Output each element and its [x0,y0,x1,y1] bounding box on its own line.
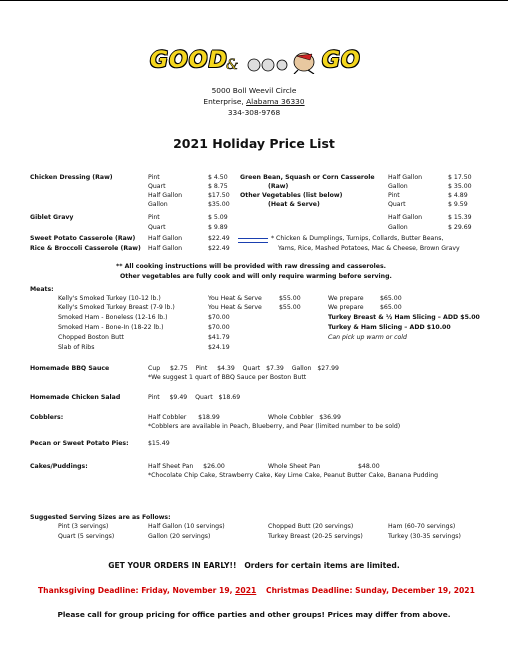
size: Gallon [388,224,408,231]
meat-item: Kelly's Smoked Turkey Breast (7-9 lb.) [58,304,175,311]
serving-size: Chopped Butt (20 servings) [268,523,354,530]
meat-price: $24.19 [208,344,230,351]
casserole-line4: (Heat & Serve) [268,201,320,208]
logo-text-right: GO [322,48,361,73]
meat-price: $70.00 [208,324,230,331]
cooking-note1: ** All cooking instructions will be provided with raw dressing and casseroles. [116,263,386,270]
casserole-line3: Other Vegetables (list below) [240,192,343,199]
price: $22.49 [208,245,230,252]
pies-label: Pecan or Sweet Potato Pies: [30,440,129,447]
serving-size: Turkey (30-35 servings) [388,533,461,540]
size: Quart [148,224,166,231]
meat-item: Smoked Ham - Boneless (12-16 lb.) [58,314,168,321]
top-border [0,0,508,1]
thanksgiving-deadline-text: Thanksgiving Deadline: Friday, November 19, [38,586,236,595]
order-early-note: GET YOUR ORDERS IN EARLY!! Orders for certain items are limited. [108,561,400,570]
size: Half Gallon [388,214,423,221]
size: Quart [148,183,166,190]
thanksgiving-deadline [38,586,256,595]
serving-size: Half Gallon (10 servings) [148,523,225,530]
cakes-note: *Chocolate Chip Cake, Strawberry Cake, Key Lime Cake, Peanut Butter Cake, Banana Pudding [148,472,439,479]
size: Quart [388,201,406,208]
size: Pint [388,192,400,199]
sweet-potato-label: Sweet Potato Casserole (Raw) [30,235,136,242]
cobblers-note: *Cobblers are available in Peach, Blueberry, and Pear (limited number to be sold) [148,423,401,430]
cakes-half: Half Sheet Pan $26.00 [148,463,225,470]
address-city-text: Enterprise, [203,97,247,106]
size: Gallon [388,183,408,190]
meat-item: Smoked Ham - Bone-In (18-22 lb.) [58,324,164,331]
serving-size: Pint (3 servings) [58,523,109,530]
meat-prepare: We prepare [328,295,364,302]
size: Pint [148,214,160,221]
meats-label: Meats: [30,286,54,293]
bbq-sauce-prices: Cup $2.75 Pint $4.39 Quart $7.39 Gallon $27.99 [148,365,339,372]
logo-mascot-icon [224,50,328,74]
meat-price: $41.79 [208,334,230,341]
meat-prepare-price: $65.00 [380,295,402,302]
giblet-gravy-label: Giblet Gravy [30,214,74,221]
cakes-label: Cakes/Puddings: [30,463,88,470]
logo [150,48,362,74]
bbq-sauce-label: Homemade BBQ Sauce [30,365,110,372]
meat-prepare: We prepare [328,304,364,311]
phone: 334-308-9768 [227,108,281,117]
price: $ 9.89 [208,224,228,231]
size: Half Gallon [388,174,423,181]
price: $ 4.89 [448,192,468,199]
price: $ 4.50 [208,174,228,181]
meat-price: $70.00 [208,314,230,321]
logo-text-left: GOOD [150,48,228,73]
address-line1: 5000 Boll Weevil Circle [211,86,297,95]
pickup-note: Can pick up warm or cold [328,334,407,341]
bbq-sauce-note: *We suggest 1 quart of BBQ Sauce per Boston Butt [148,374,307,381]
slicing-note1: Turkey Breast & ½ Ham Slicing – ADD $5.00 [328,314,480,321]
rice-broccoli-label: Rice & Broccoli Casserole (Raw) [30,245,141,252]
address-state-zip: Alabama 36330 [246,97,305,106]
size: Half Gallon [148,245,183,252]
serving-size: Quart (5 servings) [58,533,115,540]
serving-size: Ham (60-70 servings) [388,523,456,530]
price: $ 35.00 [448,183,472,190]
cakes-whole-price: $48.00 [358,463,380,470]
price: $ 9.59 [448,201,468,208]
size: Gallon [148,201,168,208]
meat-item: Chopped Boston Butt [58,334,124,341]
page-title: 2021 Holiday Price List [173,136,335,151]
cobblers-label: Cobblers: [30,414,64,421]
meat-heat: You Heat & Serve [208,304,262,311]
slicing-note2: Turkey & Ham Slicing – ADD $10.00 [328,324,451,331]
meat-heat-price: $55.00 [279,304,301,311]
cobbler-half: Half Cobbler $18.99 [148,414,220,421]
cooking-note2: Other vegetables are fully cook and will only require warming before serving. [120,273,392,280]
price: $22.49 [208,235,230,242]
price: $ 29.69 [448,224,472,231]
connector-line [238,238,268,243]
meat-heat: You Heat & Serve [208,295,262,302]
meat-item: Kelly's Smoked Turkey (10-12 lb.) [58,295,161,302]
price: $ 17.50 [448,174,472,181]
vegetables-note2: Yams, Rice, Mashed Potatoes, Mac & Cheese, Brown Gravy [278,245,460,252]
vegetables-note1: * Chicken & Dumplings, Turnips, Collards, Butter Beans, [271,235,444,242]
pies-price: $15.49 [148,440,170,447]
size: Half Gallon [148,235,183,242]
casserole-line2: (Raw) [268,183,289,190]
price: $ 5.09 [208,214,228,221]
meat-prepare-price: $65.00 [380,304,402,311]
address-city [0,97,508,106]
price: $17.50 [208,192,230,199]
size: Half Gallon [148,192,183,199]
group-pricing-note: Please call for group pricing for office parties and other groups! Prices may differ from above. [57,610,451,619]
serving-label: Suggested Serving Sizes are as Follows: [30,514,171,521]
casserole-line1: Green Bean, Squash or Corn Casserole [240,174,375,181]
chicken-salad-label: Homemade Chicken Salad [30,394,121,401]
meat-heat-price: $55.00 [279,295,301,302]
price: $ 15.39 [448,214,472,221]
price: $ 8.75 [208,183,228,190]
size: Pint [148,174,160,181]
thanksgiving-year: 2021 [235,586,257,595]
chicken-salad-prices: Pint $9.49 Quart $18.69 [148,394,241,401]
cakes-whole: Whole Sheet Pan [268,463,321,470]
christmas-deadline: Christmas Deadline: Sunday, December 19, 2021 [266,586,475,595]
meat-item: Slab of Ribs [58,344,95,351]
price: $35.00 [208,201,230,208]
serving-size: Gallon (20 servings) [148,533,211,540]
cobbler-whole: Whole Cobbler $36.99 [268,414,341,421]
chicken-dressing-label: Chicken Dressing (Raw) [30,174,113,181]
serving-size: Turkey Breast (20-25 servings) [268,533,363,540]
svg-text:&: & [226,57,239,73]
